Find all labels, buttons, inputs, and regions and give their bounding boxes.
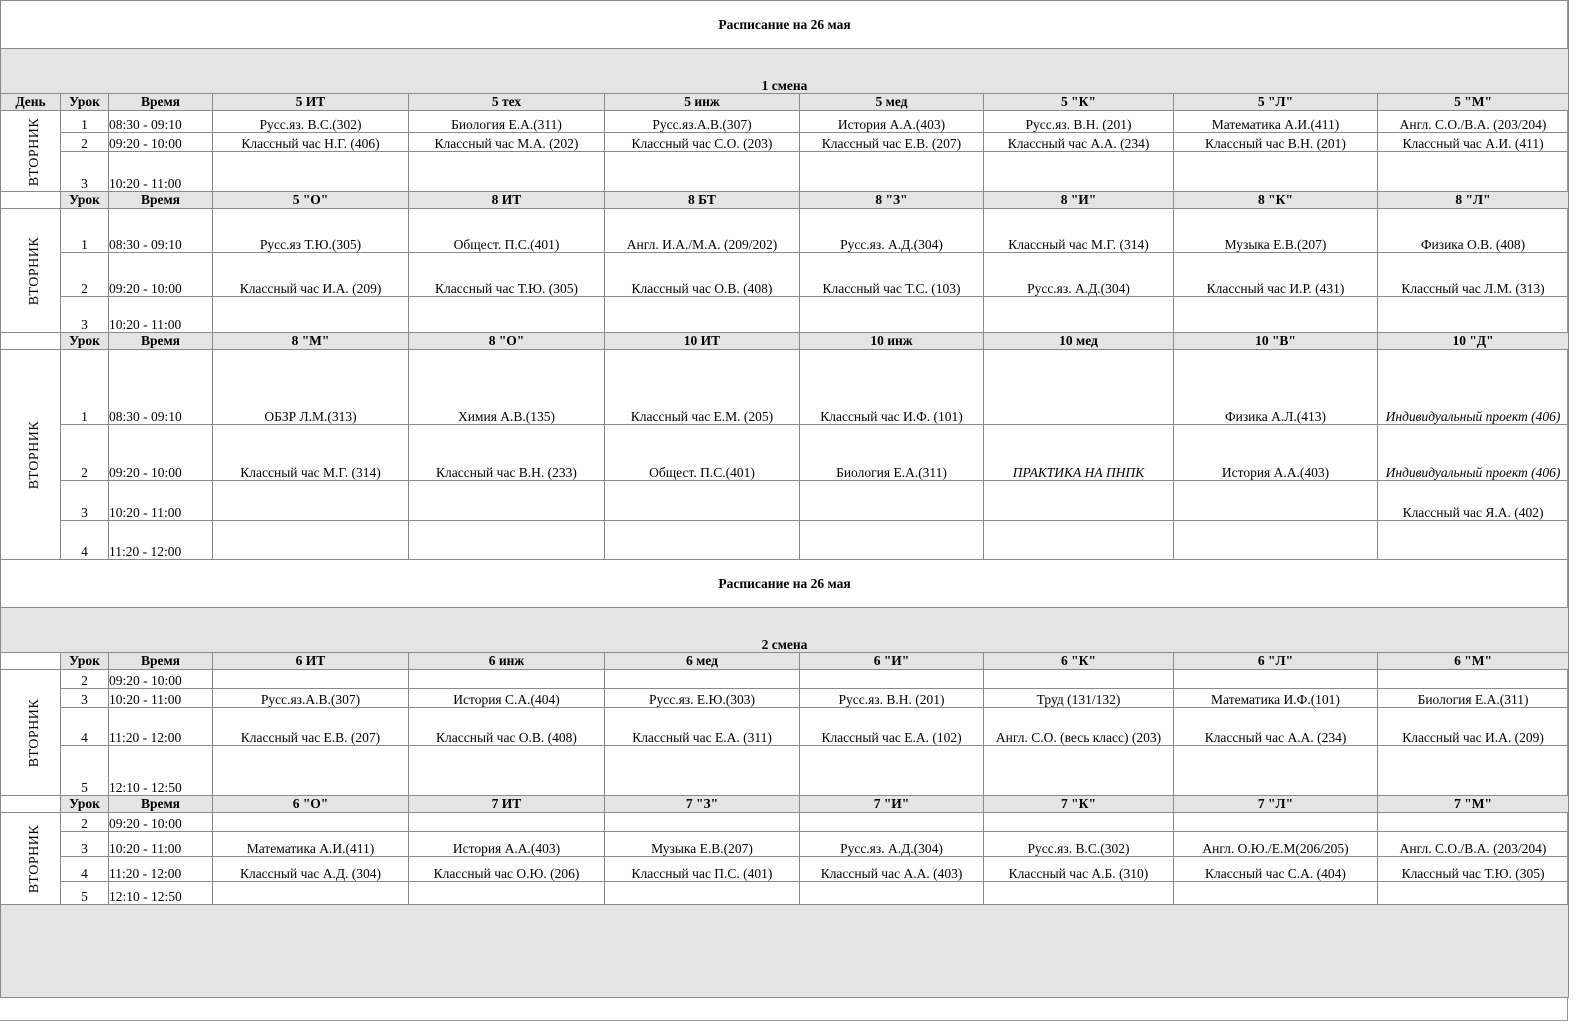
lesson-cell: Русс.яз Т.Ю.(305): [213, 209, 409, 253]
lesson-cell: [1174, 746, 1378, 796]
lesson-cell: Классный час Н.Г. (406): [213, 133, 409, 152]
class-header: 7 "К": [984, 796, 1174, 813]
lesson-cell: Англ. С.О./В.А. (203/204): [1378, 111, 1569, 133]
class-header: 8 "З": [800, 192, 984, 209]
lesson-cell: Классный час О.Ю. (206): [409, 857, 605, 882]
lesson-cell: Классный час А.Б. (310): [984, 857, 1174, 882]
day-label: ВТОРНИК: [27, 824, 43, 894]
lesson-cell: Биология Е.А.(311): [800, 425, 984, 481]
lesson-number: 3: [61, 689, 109, 708]
lesson-time: 10:20 - 11:00: [109, 297, 213, 333]
lesson-cell: [800, 813, 984, 832]
class-header: 5 "М": [1378, 94, 1569, 111]
lesson-cell: [1174, 670, 1378, 689]
lesson-cell: [605, 882, 800, 905]
lesson-cell: Классный час Л.М. (313): [1378, 253, 1569, 297]
lesson-cell: Классный час Е.М. (205): [605, 350, 800, 425]
class-header: 7 "М": [1378, 796, 1569, 813]
lesson-cell: Классный час А.А. (234): [1174, 708, 1378, 746]
class-header: 5 "О": [213, 192, 409, 209]
lesson-time: 09:20 - 10:00: [109, 133, 213, 152]
lesson-cell: [409, 882, 605, 905]
lesson-cell: Классный час О.В. (408): [605, 253, 800, 297]
class-header: 7 "З": [605, 796, 800, 813]
class-header: 6 "Л": [1174, 653, 1378, 670]
lesson-cell: [1174, 882, 1378, 905]
lesson-time: 08:30 - 09:10: [109, 209, 213, 253]
class-header: 8 "О": [409, 333, 605, 350]
lesson-cell: История С.А.(404): [409, 689, 605, 708]
lesson-cell: Труд (131/132): [984, 689, 1174, 708]
lesson-cell: Музыка Е.В.(207): [1174, 209, 1378, 253]
class-header: 8 ИТ: [409, 192, 605, 209]
lesson-time: 09:20 - 10:00: [109, 670, 213, 689]
lesson-number: 2: [61, 133, 109, 152]
lesson-number: 3: [61, 297, 109, 333]
lesson-cell: Математика А.И.(411): [1174, 111, 1378, 133]
lesson-time: 08:30 - 09:10: [109, 111, 213, 133]
header-blank: [1, 192, 61, 209]
lesson-cell: [984, 297, 1174, 333]
lesson-time: 11:20 - 12:00: [109, 708, 213, 746]
lesson-cell: Русс.яз. А.Д.(304): [984, 253, 1174, 297]
lesson-cell: Англ. С.О. (весь класс) (203): [984, 708, 1174, 746]
lesson-cell: Классный час Т.Ю. (305): [1378, 857, 1569, 882]
lesson-cell: Классный час М.А. (202): [409, 133, 605, 152]
lesson-cell: Классный час С.О. (203): [605, 133, 800, 152]
header-blank: [1, 653, 61, 670]
shift-title: 1 смена: [1, 49, 1569, 94]
class-header: 8 БТ: [605, 192, 800, 209]
class-header: 10 инж: [800, 333, 984, 350]
lesson-number: 1: [61, 209, 109, 253]
day-cell: [1, 111, 61, 192]
class-header: 10 "Д": [1378, 333, 1569, 350]
lesson-cell: [984, 813, 1174, 832]
header-lesson: Урок: [61, 653, 109, 670]
lesson-cell: Классный час М.Г. (314): [213, 425, 409, 481]
header-lesson: Урок: [61, 796, 109, 813]
lesson-cell: [800, 481, 984, 521]
lesson-cell: [1378, 813, 1569, 832]
lesson-cell: [409, 152, 605, 192]
lesson-cell: [1378, 521, 1569, 560]
lesson-cell: [800, 152, 984, 192]
lesson-number: 2: [61, 253, 109, 297]
class-header: 5 ИТ: [213, 94, 409, 111]
lesson-cell: История А.А.(403): [1174, 425, 1378, 481]
lesson-cell: [1174, 481, 1378, 521]
lesson-number: 3: [61, 152, 109, 192]
lesson-number: 5: [61, 746, 109, 796]
class-header: 7 "Л": [1174, 796, 1378, 813]
lesson-cell: Классный час А.И. (411): [1378, 133, 1569, 152]
lesson-cell: Русс.яз. В.Н. (201): [984, 111, 1174, 133]
lesson-time: 11:20 - 12:00: [109, 521, 213, 560]
lesson-number: 1: [61, 111, 109, 133]
lesson-cell: Физика А.Л.(413): [1174, 350, 1378, 425]
lesson-time: 11:20 - 12:00: [109, 857, 213, 882]
lesson-time: 12:10 - 12:50: [109, 882, 213, 905]
lesson-time: 09:20 - 10:00: [109, 425, 213, 481]
lesson-cell: Общест. П.С.(401): [605, 425, 800, 481]
lesson-cell: Классный час О.В. (408): [409, 708, 605, 746]
lesson-cell: Классный час М.Г. (314): [984, 209, 1174, 253]
lesson-cell: Классный час Е.В. (207): [213, 708, 409, 746]
lesson-cell: [984, 882, 1174, 905]
header-day: День: [1, 94, 61, 111]
day-label: ВТОРНИК: [27, 698, 43, 768]
lesson-cell: Индивидуальный проект (406): [1378, 350, 1569, 425]
day-cell: [1, 209, 61, 333]
lesson-cell: [605, 813, 800, 832]
lesson-cell: [800, 746, 984, 796]
class-header: 8 "Л": [1378, 192, 1569, 209]
lesson-cell: [605, 297, 800, 333]
class-header: 5 "К": [984, 94, 1174, 111]
lesson-cell: Математика И.Ф.(101): [1174, 689, 1378, 708]
lesson-number: 2: [61, 813, 109, 832]
lesson-number: 4: [61, 521, 109, 560]
lesson-cell: ОБЗР Л.М.(313): [213, 350, 409, 425]
lesson-cell: [1174, 521, 1378, 560]
class-header: 6 инж: [409, 653, 605, 670]
lesson-cell: Классный час В.Н. (201): [1174, 133, 1378, 152]
day-cell: [1, 670, 61, 796]
class-header: 5 "Л": [1174, 94, 1378, 111]
class-header: 6 "О": [213, 796, 409, 813]
lesson-number: 4: [61, 708, 109, 746]
lesson-cell: Русс.яз. В.С.(302): [213, 111, 409, 133]
lesson-cell: [213, 521, 409, 560]
page-title: Расписание на 26 мая: [1, 560, 1569, 608]
lesson-cell: [605, 670, 800, 689]
lesson-cell: Классный час И.Р. (431): [1174, 253, 1378, 297]
lesson-cell: Биология Е.А.(311): [1378, 689, 1569, 708]
lesson-cell: [213, 152, 409, 192]
lesson-cell: [213, 670, 409, 689]
class-header: 10 мед: [984, 333, 1174, 350]
lesson-cell: [1378, 670, 1569, 689]
lesson-cell: [605, 152, 800, 192]
header-blank: [1, 796, 61, 813]
lesson-cell: История А.А.(403): [800, 111, 984, 133]
day-cell: [1, 813, 61, 905]
lesson-cell: [984, 521, 1174, 560]
shift-title: 2 смена: [1, 608, 1569, 653]
lesson-cell: Музыка Е.В.(207): [605, 832, 800, 857]
lesson-cell: [409, 297, 605, 333]
lesson-cell: [409, 813, 605, 832]
lesson-time: 09:20 - 10:00: [109, 253, 213, 297]
lesson-number: 5: [61, 882, 109, 905]
lesson-cell: [213, 882, 409, 905]
lesson-cell: Классный час В.Н. (233): [409, 425, 605, 481]
lesson-cell: Русс.яз.А.В.(307): [605, 111, 800, 133]
lesson-cell: [984, 670, 1174, 689]
lesson-cell: [605, 521, 800, 560]
lesson-cell: Классный час Я.А. (402): [1378, 481, 1569, 521]
lesson-cell: Русс.яз. В.Н. (201): [800, 689, 984, 708]
lesson-cell: [800, 297, 984, 333]
lesson-cell: [984, 152, 1174, 192]
lesson-cell: Русс.яз. Е.Ю.(303): [605, 689, 800, 708]
lesson-cell: Классный час И.Ф. (101): [800, 350, 984, 425]
header-time: Время: [109, 94, 213, 111]
footer-band: [1, 905, 1569, 998]
lesson-number: 2: [61, 670, 109, 689]
lesson-cell: Классный час Т.Ю. (305): [409, 253, 605, 297]
lesson-cell: [213, 481, 409, 521]
lesson-time: 08:30 - 09:10: [109, 350, 213, 425]
lesson-number: 3: [61, 481, 109, 521]
header-time: Время: [109, 192, 213, 209]
lesson-cell: Англ. О.Ю./Е.М(206/205): [1174, 832, 1378, 857]
lesson-cell: Классный час С.А. (404): [1174, 857, 1378, 882]
day-cell: [1, 350, 61, 560]
day-label: ВТОРНИК: [27, 236, 43, 306]
lesson-cell: [213, 297, 409, 333]
class-header: 10 ИТ: [605, 333, 800, 350]
lesson-cell: Классный час Е.В. (207): [800, 133, 984, 152]
lesson-time: 10:20 - 11:00: [109, 689, 213, 708]
lesson-time: 10:20 - 11:00: [109, 481, 213, 521]
class-header: 7 ИТ: [409, 796, 605, 813]
lesson-cell: Англ. С.О./В.А. (203/204): [1378, 832, 1569, 857]
lesson-time: 12:10 - 12:50: [109, 746, 213, 796]
lesson-cell: [409, 670, 605, 689]
header-blank: [1, 333, 61, 350]
page-title: Расписание на 26 мая: [1, 1, 1569, 49]
lesson-number: 2: [61, 425, 109, 481]
lesson-cell: Русс.яз.А.В.(307): [213, 689, 409, 708]
day-label: ВТОРНИК: [27, 420, 43, 490]
lesson-cell: Русс.яз. А.Д.(304): [800, 832, 984, 857]
lesson-cell: История А.А.(403): [409, 832, 605, 857]
class-header: 6 ИТ: [213, 653, 409, 670]
header-time: Время: [109, 333, 213, 350]
lesson-cell: [1378, 152, 1569, 192]
lesson-cell: [800, 882, 984, 905]
lesson-number: 1: [61, 350, 109, 425]
lesson-cell: [1174, 297, 1378, 333]
lesson-cell: Классный час Е.А. (311): [605, 708, 800, 746]
lesson-cell: [1378, 882, 1569, 905]
class-header: 8 "М": [213, 333, 409, 350]
lesson-cell: [1174, 813, 1378, 832]
lesson-cell: [409, 481, 605, 521]
lesson-cell: [605, 481, 800, 521]
header-lesson: Урок: [61, 333, 109, 350]
class-header: 10 "В": [1174, 333, 1378, 350]
lesson-cell: Русс.яз. А.Д.(304): [800, 209, 984, 253]
lesson-cell: [1174, 152, 1378, 192]
header-time: Время: [109, 796, 213, 813]
lesson-number: 3: [61, 832, 109, 857]
lesson-cell: Математика А.И.(411): [213, 832, 409, 857]
lesson-cell: Русс.яз. В.С.(302): [984, 832, 1174, 857]
lesson-time: 10:20 - 11:00: [109, 832, 213, 857]
lesson-cell: [800, 521, 984, 560]
lesson-cell: [605, 746, 800, 796]
day-label: ВТОРНИК: [27, 117, 43, 186]
class-header: 6 "М": [1378, 653, 1569, 670]
class-header: 8 "К": [1174, 192, 1378, 209]
header-lesson: Урок: [61, 192, 109, 209]
lesson-cell: Классный час А.Д. (304): [213, 857, 409, 882]
lesson-cell: Классный час Т.С. (103): [800, 253, 984, 297]
lesson-cell: Классный час И.А. (209): [213, 253, 409, 297]
lesson-cell: [984, 746, 1174, 796]
lesson-cell: Классный час Е.А. (102): [800, 708, 984, 746]
lesson-cell: Англ. И.А./М.А. (209/202): [605, 209, 800, 253]
class-header: 6 мед: [605, 653, 800, 670]
header-time: Время: [109, 653, 213, 670]
lesson-cell: Общест. П.С.(401): [409, 209, 605, 253]
lesson-cell: [213, 813, 409, 832]
lesson-cell: [213, 746, 409, 796]
class-header: 6 "И": [800, 653, 984, 670]
lesson-number: 4: [61, 857, 109, 882]
header-lesson: Урок: [61, 94, 109, 111]
class-header: 7 "И": [800, 796, 984, 813]
lesson-time: 10:20 - 11:00: [109, 152, 213, 192]
lesson-cell: Индивидуальный проект (406): [1378, 425, 1569, 481]
lesson-cell: [984, 481, 1174, 521]
lesson-cell: Биология Е.А.(311): [409, 111, 605, 133]
lesson-cell: Классный час И.А. (209): [1378, 708, 1569, 746]
class-header: 5 мед: [800, 94, 984, 111]
lesson-cell: [409, 746, 605, 796]
class-header: 5 тех: [409, 94, 605, 111]
lesson-cell: Классный час А.А. (234): [984, 133, 1174, 152]
class-header: 5 инж: [605, 94, 800, 111]
lesson-time: 09:20 - 10:00: [109, 813, 213, 832]
lesson-cell: Классный час П.С. (401): [605, 857, 800, 882]
lesson-cell: [800, 670, 984, 689]
lesson-cell: Химия А.В.(135): [409, 350, 605, 425]
lesson-cell: Физика О.В. (408): [1378, 209, 1569, 253]
lesson-cell: [984, 350, 1174, 425]
lesson-cell: ПРАКТИКА НА ПНПК: [984, 425, 1174, 481]
class-header: 8 "И": [984, 192, 1174, 209]
lesson-cell: [1378, 297, 1569, 333]
lesson-cell: [409, 521, 605, 560]
lesson-cell: [1378, 746, 1569, 796]
lesson-cell: Классный час А.А. (403): [800, 857, 984, 882]
class-header: 6 "К": [984, 653, 1174, 670]
